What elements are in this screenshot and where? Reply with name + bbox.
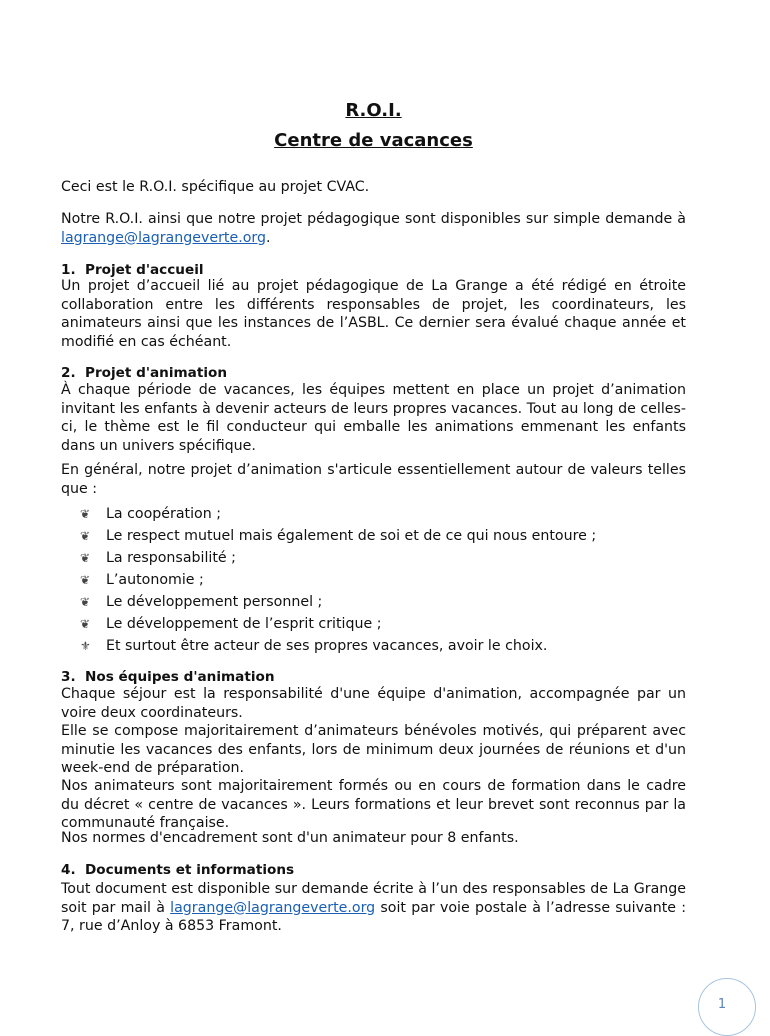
section-title: Nos équipes d'animation [85, 669, 275, 685]
section-number: 4. [61, 862, 76, 878]
section-body-3a: Chaque séjour est la responsabilité d'une équipe d'animation, accompagnée par un voire deux coordinateurs. [61, 686, 686, 721]
section-heading-2 [61, 365, 227, 381]
intro-end: . [266, 229, 271, 246]
fleur-bullet-icon: ⚜ [80, 639, 91, 653]
document-title: R.O.I. [345, 100, 402, 121]
section-number: 3. [61, 669, 76, 685]
list-item: ❦ L’autonomie ; [80, 572, 204, 588]
flower-bullet-icon: ❦ [80, 507, 91, 521]
section-number: 1. [61, 262, 76, 278]
section-number: 2. [61, 365, 76, 381]
list-item: ❦ La coopération ; [80, 506, 221, 522]
flower-bullet-icon: ❦ [80, 551, 91, 565]
email-link[interactable]: lagrange@lagrangeverte.org [170, 899, 376, 916]
list-item: ⚜ Et surtout être acteur de ses propres vacances, avoir le choix. [80, 638, 548, 654]
values-list [80, 504, 596, 658]
flower-bullet-icon: ❦ [80, 529, 91, 543]
section-title: Projet d'accueil [85, 262, 204, 278]
section-body-1: Un projet d’accueil lié au projet pédagogique de La Grange a été rédigé en étroite collaboration entre les différents responsables de projet, les coordinateurs, les animateurs ainsi que les instances de l’ASBL. Ce dernier sera évalué chaque année et modifié en cas échéant. [61, 278, 686, 350]
list-item: ❦ Le respect mutuel mais également de soi et de ce qui nous entoure ; [80, 528, 597, 544]
flower-bullet-icon: ❦ [80, 573, 91, 587]
section-title: Projet d'animation [85, 365, 228, 381]
flower-bullet-icon: ❦ [80, 595, 91, 609]
document-subtitle: Centre de vacances [274, 130, 473, 151]
section-heading-1 [61, 262, 204, 278]
list-item: ❦ Le développement personnel ; [80, 594, 323, 610]
page-number: 1 [717, 997, 727, 1012]
intro-paragraph-1: Ceci est le R.O.I. spécifique au projet CVAC. [61, 179, 370, 195]
section-body-3c: Nos animateurs sont majoritairement formés ou en cours de formation dans le cadre du décret « centre de vacances ». Leurs formations et leur brevet sont reconnus par la communauté française. [61, 778, 686, 831]
intro-paragraph-2 [61, 210, 686, 247]
list-item: ❦ Le développement de l’esprit critique ; [80, 616, 382, 632]
list-item: ❦ La responsabilité ; [80, 550, 236, 566]
section-body-2: À chaque période de vacances, les équipes mettent en place un projet d’animation invitant les enfants à devenir acteurs de leurs propres vacances. Tout au long de celles-ci, le thème est le fil conducteur qui emballe les animations emmenant les enfants dans un univers spécifique. [61, 382, 686, 454]
section-body-4: Tout document est disponible sur demande écrite à l’un des responsables de La Grange soit par mail à lagrange@lagrangeverte.org soit par voie postale à l’adresse suivante : 7, rue d’Anloy à 6853 Framont. [61, 881, 686, 934]
page-number-badge [698, 978, 756, 1036]
section-body-2b: En général, notre projet d’animation s'articule essentiellement autour de valeurs telles que : [61, 462, 686, 497]
section-title: Documents et informations [85, 862, 295, 878]
flower-bullet-icon: ❦ [80, 617, 91, 631]
intro-text: Notre R.O.I. ainsi que notre projet pédagogique sont disponibles sur simple demande à [61, 211, 686, 227]
email-link[interactable]: lagrange@lagrangeverte.org [61, 229, 267, 246]
section-body-3b: Elle se compose majoritairement d’animateurs bénévoles motivés, qui préparent avec minutie les vacances des enfants, lors de minimum deux journées de réunions et d'un week-end de préparation. [61, 723, 686, 776]
section-body-3d: Nos normes d'encadrement sont d'un animateur pour 8 enfants. [61, 830, 519, 846]
section-heading-3 [61, 669, 275, 685]
section-heading-4 [61, 862, 294, 878]
